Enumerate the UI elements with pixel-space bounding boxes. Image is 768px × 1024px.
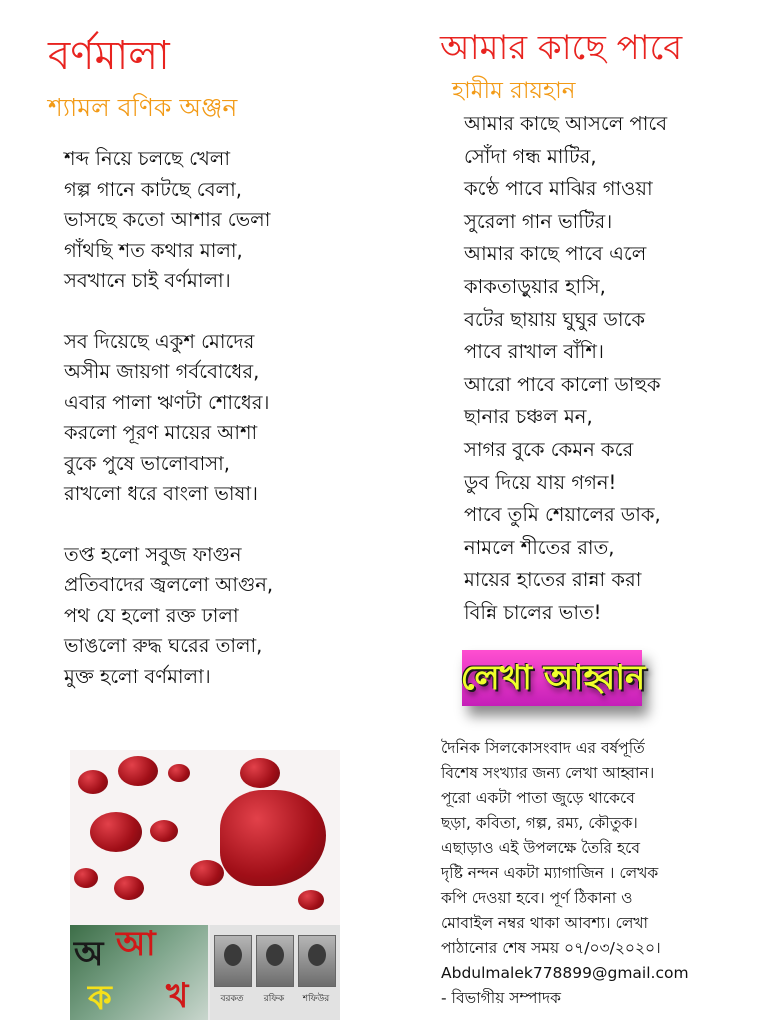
left-poem-stanza-3 [64,540,273,693]
right-poem-body [464,108,667,630]
portrait-face [266,944,284,966]
poem-line: আমার কাছে আসলে পাবে [464,112,668,135]
blood-drops-image [70,750,340,925]
poem-line: সুরেলা গান ভাটির। [464,209,613,233]
blood-splash [220,790,326,886]
poem-line: গাঁথছি শত কথার মালা, [64,238,243,262]
left-poem-body [64,144,273,692]
poem-line: ভাসছে কতো আশার ভেলা [64,208,271,231]
bangla-letter: খ [166,976,189,1016]
blood-drop [190,860,224,886]
left-poem-author: শ্যামল বণিক অঞ্জন [48,93,238,122]
poem-line: রাখলো ধরে বাংলা ভাষা। [64,482,258,505]
notice-line: পাঠানোর শেষ সময় ০৭/০৩/২০২০। [441,939,661,957]
call-banner [458,640,648,724]
portrait-photo [256,935,294,987]
notice-email: Abdulmalek778899@gmail.com [441,964,689,982]
blood-drop [168,764,190,782]
notice-line: দৃষ্টি নন্দন একটা ম্যাগাজিন । লেখক [441,864,659,882]
poem-line: সব দিয়েছে একুশ মোদের [64,329,255,353]
poem-line: মুক্ত হলো বর্ণমালা। [64,664,211,688]
portrait-caption: রফিক [263,994,285,1004]
notice-line: বিশেষ সংখ্যার জন্য লেখা আহ্বান। [441,764,655,782]
bangla-letter: ক [88,978,112,1018]
right-poem-title: আমার কাছে পাবে [440,28,683,68]
poem-line: পথ যে হলো রক্ত ঢালা [64,603,239,627]
poem-line: গল্প গানে কাটছে বেলা, [64,177,242,201]
portrait-caption: বরকত [220,994,244,1004]
blood-drop [240,758,280,788]
poem-line: কণ্ঠে পাবে মাঝির গাওয়া [464,177,653,201]
blood-drop [78,770,108,794]
poem-line: বিন্নি চালের ভাত! [464,600,602,624]
poem-line: বুকে পুষে ভালোবাসা, [64,451,230,475]
bangla-letter: আ [116,924,156,964]
martyr-portraits [210,925,340,1020]
poem-line: প্রতিবাদের জ্বললো আগুন, [64,573,274,596]
poem-line: ভাঙলো রুদ্ধ ঘরের তালা, [64,634,263,657]
notice-line: ছড়া, কবিতা, গল্প, রম্য, কৌতুক। [441,814,638,832]
blood-drop [74,868,98,888]
left-poem-stanza-2 [64,327,273,510]
poem-line: করলো পূরণ মায়ের আশা [64,421,258,444]
notice-line: দৈনিক সিলকোসংবাদ এর বর্ষপূর্তি [441,739,645,757]
notice-line: পূরো একটা পাতা জুড়ে থাকেবে [441,789,635,807]
notice-line: এছাড়াও এই উপলক্ষে তৈরি হবে [441,839,640,857]
poem-line: এবার পালা ঋণটা শোধের। [64,390,270,414]
poem-line: তপ্ত হলো সবুজ ফাগুন [64,542,242,566]
portrait-photo [214,935,252,987]
poem-line: পাবে রাখাল বাঁশি। [464,340,604,364]
portrait-face [224,944,242,966]
poem-line: অসীম জায়গা গর্ববোধের, [64,360,260,383]
language-movement-collage [70,750,340,1020]
blood-drop [114,876,144,900]
left-poem-title: বর্ণমালা [48,33,170,79]
left-poem-stanza-1 [64,144,273,297]
collage-bottom-strip [70,925,340,1020]
notice-signature: - বিভাগীয় সম্পাদক [441,989,561,1007]
portrait-photo [298,935,336,987]
blood-drop [298,890,324,910]
poem-line: ডুব দিয়ে যায় গগন! [464,470,617,494]
poem-line: সাগর বুকে কেমন করে [464,437,634,461]
poem-line: মায়ের হাতের রান্না করা [464,568,642,592]
poem-line: বটের ছায়ায় ঘুঘুর ডাকে [464,307,646,331]
call-notice [441,736,689,1011]
notice-line: মোবাইল নম্বর থাকা আবশ্য। লেখা [441,914,649,932]
poem-line: কাকতাড়ুয়ার হাসি, [464,274,606,298]
poem-line: আরো পাবে কালো ডাহুক [464,372,661,396]
shaheed-minar-letters [70,925,208,1020]
blood-drop [90,812,142,852]
poem-line: সবখানে চাই বর্ণমালা। [64,269,231,292]
portrait-face [308,944,326,966]
poem-line: নামলে শীতের রাত, [464,535,615,559]
bangla-letter: অ [74,934,104,974]
poem-line: আমার কাছে পাবে এলে [464,242,647,266]
notice-line: কপি দেওয়া হবে। পূর্ণ ঠিকানা ও [441,889,633,907]
banner-title: লেখা আহ্বান [460,658,646,698]
poem-line: শব্দ নিয়ে চলছে খেলা [64,147,230,170]
blood-drop [118,756,158,786]
blood-drop [150,820,178,842]
poem-line: পাবে তুমি শেয়ালের ডাক, [464,503,661,527]
poem-line: সোঁদা গন্ধ মাটির, [464,144,597,168]
portrait-caption: শফিউর [302,994,330,1004]
poem-line: ছানার চঞ্চল মন, [464,405,593,429]
right-poem-author: হামীম রায়হান [452,78,576,104]
